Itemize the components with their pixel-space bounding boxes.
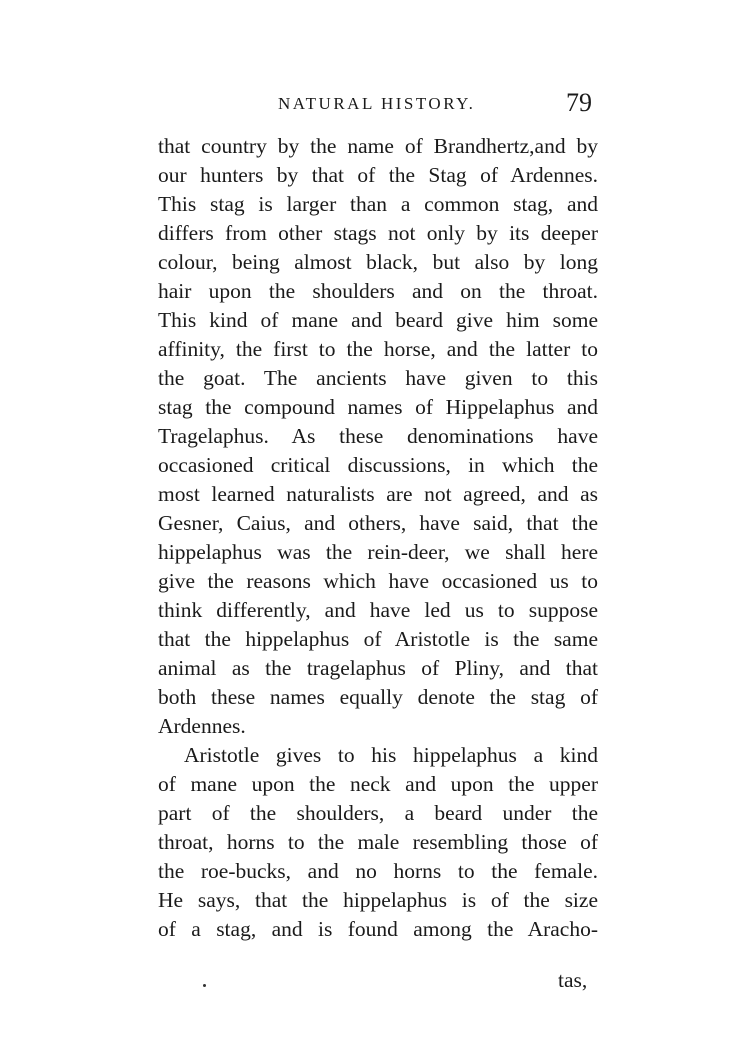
catchword: tas,	[558, 968, 588, 992]
text-line: that country by the name of Brandhertz,and by	[158, 134, 598, 158]
text-line: affinity, the first to the horse, and the latter to	[158, 337, 598, 361]
text-line: Ardennes.	[158, 714, 246, 738]
text-line: Aristotle gives to his hippelaphus a kind	[184, 743, 598, 767]
text-line: think differently, and have led us to suppose	[158, 598, 598, 622]
text-line: Tragelaphus. As these denominations have	[158, 424, 598, 448]
text-line: colour, being almost black, but also by long	[158, 250, 598, 274]
printers-mark	[203, 984, 206, 987]
text-line: animal as the tragelaphus of Pliny, and that	[158, 656, 598, 680]
text-line: of mane upon the neck and upon the upper	[158, 772, 598, 796]
text-line: that the hippelaphus of Aristotle is the same	[158, 627, 598, 651]
text-line: of a stag, and is found among the Aracho-	[158, 917, 598, 941]
page-number: 79	[566, 88, 592, 117]
text-line: part of the shoulders, a beard under the	[158, 801, 598, 825]
text-line: Gesner, Caius, and others, have said, that the	[158, 511, 598, 535]
text-line: the roe-bucks, and no horns to the female.	[158, 859, 598, 883]
text-line: throat, horns to the male resembling those of	[158, 830, 598, 854]
text-line: hair upon the shoulders and on the throat.	[158, 279, 598, 303]
text-line: give the reasons which have occasioned us to	[158, 569, 598, 593]
text-line: both these names equally denote the stag of	[158, 685, 598, 709]
text-line: hippelaphus was the rein-deer, we shall here	[158, 540, 598, 564]
body-text	[158, 132, 598, 944]
text-line: This kind of mane and beard give him some	[158, 308, 598, 332]
text-line: occasioned critical discussions, in which the	[158, 453, 598, 477]
text-line: our hunters by that of the Stag of Ardennes.	[158, 163, 598, 187]
text-line: the goat. The ancients have given to this	[158, 366, 598, 390]
running-title: NATURAL HISTORY.	[278, 94, 476, 113]
running-head	[0, 90, 750, 120]
text-line: stag the compound names of Hippelaphus and	[158, 395, 598, 419]
text-line: differs from other stags not only by its deeper	[158, 221, 598, 245]
text-line: most learned naturalists are not agreed, and as	[158, 482, 598, 506]
text-line: He says, that the hippelaphus is of the size	[158, 888, 598, 912]
text-line: This stag is larger than a common stag, and	[158, 192, 598, 216]
